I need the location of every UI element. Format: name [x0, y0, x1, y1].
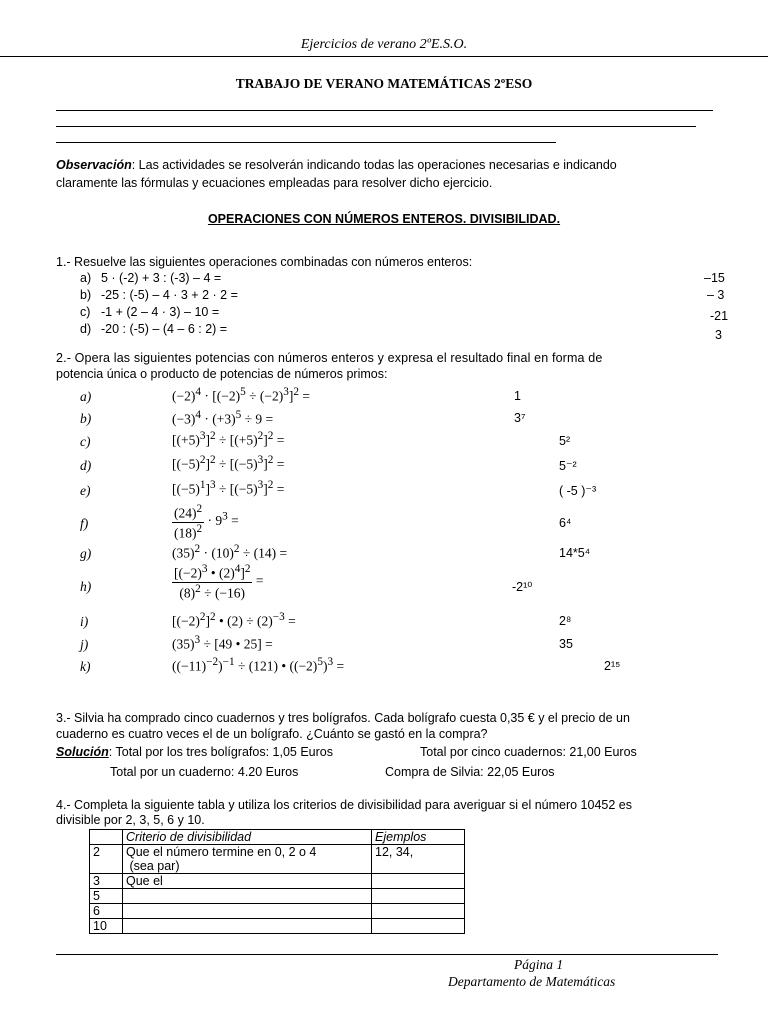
ex1-expr-c: -1 + (2 – 4 · 3) – 10 =	[101, 305, 220, 319]
table-cell-number: 2	[90, 845, 123, 874]
ex2-label-k: k)	[80, 659, 91, 674]
ex2-label-h: h)	[80, 579, 92, 594]
table-cell-examples: 12, 34,	[372, 845, 465, 874]
ex1-answer-d: 3	[715, 328, 722, 342]
footer-rule	[56, 954, 718, 955]
table-cell-criterion[interactable]	[123, 889, 372, 904]
solution-total: Compra de Silvia: 22,05 Euros	[385, 765, 555, 779]
ex2-answer-d: 5⁻²	[559, 459, 577, 473]
section-title: OPERACIONES CON NÚMEROS ENTEROS. DIVISIBILIDAD.	[207, 212, 561, 226]
footer-department: Departamento de Matemáticas	[448, 974, 616, 989]
ex2-label-c: c)	[80, 434, 91, 449]
ex2-label-g: g)	[80, 546, 92, 561]
ex2-answer-i: 2⁸	[559, 614, 572, 628]
solution-label: Solución	[56, 745, 109, 759]
ex1-label-b: b)	[80, 288, 92, 302]
observation-text-1: : Las actividades se resolverán indicando todas las operaciones necesarias e indicando	[131, 158, 617, 172]
ex2-answer-a: 1	[514, 389, 521, 403]
table-cell-number: 5	[90, 889, 123, 904]
blank-line-2	[56, 126, 696, 127]
divisibility-table	[89, 829, 465, 934]
ex4-statement-1: 4.- Completa la siguiente tabla y utiliza los criterios de divisibilidad para averiguar si el número 10452 es	[56, 798, 632, 812]
ex2-expr-g: $(35)^2 \cdot (10)^2 \div (14)$ =	[172, 543, 288, 561]
table-cell-examples[interactable]	[372, 889, 465, 904]
table-cell-criterion[interactable]: Que el	[123, 874, 372, 889]
table-cell-number: 6	[90, 904, 123, 919]
column-header-criterion: Criterio de divisibilidad	[123, 830, 372, 845]
ex2-expr-d: $[(-5)^2]^2 \div [(-5)^3]^2$ =	[172, 454, 285, 472]
ex1-expr-a: 5 · (-2) + 3 : (-3) – 4 =	[101, 271, 222, 285]
blank-line-1	[56, 110, 713, 111]
ex1-answer-c: -21	[710, 309, 729, 323]
ex1-label-a: a)	[80, 271, 92, 285]
table-cell-number: 3	[90, 874, 123, 889]
ex3-statement-2: cuaderno es cuatro veces el de un bolígrafo. ¿Cuánto se gastó en la compra?	[56, 727, 488, 741]
ex2-label-i: i)	[80, 614, 89, 629]
running-header: Ejercicios de verano 2ºE.S.O.	[300, 37, 468, 52]
ex2-answer-e: ( -5 )⁻³	[559, 484, 597, 498]
criterion-line-2: (sea par)	[126, 859, 180, 873]
table-row	[90, 919, 465, 934]
ex2-label-d: d)	[80, 458, 92, 473]
ex1-expr-b: -25 : (-5) – 4 · 3 + 2 · 2 =	[101, 288, 238, 302]
ex1-label-c: c)	[80, 305, 91, 319]
solution-pens: : Total por los tres bolígrafos: 1,05 Euros	[108, 745, 333, 759]
solution-notebooks: Total por cinco cuadernos: 21,00 Euros	[420, 745, 637, 759]
blank-line-3	[56, 142, 556, 143]
table-cell	[90, 830, 123, 845]
ex2-expr-a: $(-2)^4 \cdot [(-2)^5 \div (-2)^3]^2$ =	[172, 386, 310, 404]
ex2-answer-j: 35	[559, 637, 573, 651]
table-cell-examples[interactable]	[372, 904, 465, 919]
ex2-label-e: e)	[80, 483, 91, 498]
ex2-label-b: b)	[80, 411, 92, 426]
ex1-answer-b: – 3	[707, 288, 725, 302]
column-header-examples: Ejemplos	[372, 830, 465, 845]
ex2-statement-2: potencia única o producto de potencias de números primos:	[56, 367, 388, 381]
table-row	[90, 845, 465, 874]
header-rule	[0, 56, 768, 57]
ex1-label-d: d)	[80, 322, 92, 336]
table-row	[90, 904, 465, 919]
observation-text-2: claramente las fórmulas y ecuaciones empleadas para resolver dicho ejercicio.	[56, 176, 493, 190]
footer-page-number: Página 1	[514, 957, 564, 972]
table-cell-criterion[interactable]	[123, 919, 372, 934]
ex2-expr-e: $[(-5)^1]^3 \div [(-5)^3]^2$ =	[172, 479, 285, 497]
ex1-statement: 1.- Resuelve las siguientes operaciones combinadas con números enteros:	[56, 255, 473, 269]
ex2-answer-b: 3⁷	[514, 411, 526, 425]
document-title: TRABAJO DE VERANO MATEMÁTICAS 2ºESO	[235, 76, 533, 91]
criterion-line-1: Que el número termine en 0, 2 o 4	[126, 845, 317, 859]
ex2-expr-b: $(-3)^4 \cdot (+3)^5 \div 9$ =	[172, 409, 274, 427]
table-row	[90, 874, 465, 889]
ex2-expr-h: $\frac{[(-2)^3 • (2)^4]^2}{(8)^2 \div (-16)}$ =	[174, 563, 264, 600]
ex2-expr-j: $(35)^3 \div [49$ • 25] =	[172, 634, 273, 652]
ex2-expr-c: $[(+5)^3]^2 \div [(+5)^2]^2$ =	[172, 430, 285, 448]
ex2-answer-f: 6⁴	[559, 516, 572, 530]
ex2-answer-h: -2¹⁰	[512, 580, 533, 594]
table-cell-criterion	[123, 845, 372, 874]
ex2-label-a: a)	[80, 389, 92, 404]
table-cell-number: 10	[90, 919, 123, 934]
ex2-label-f: f)	[80, 516, 89, 531]
ex2-expr-f: $\frac{(24)^2}{(18)^2}$ · $9^3$ =	[174, 503, 239, 540]
ex2-label-j: j)	[80, 637, 89, 652]
table-cell-examples[interactable]	[372, 919, 465, 934]
ex2-answer-g: 14*5⁴	[559, 546, 591, 560]
ex1-expr-d: -20 : (-5) – (4 – 6 : 2) =	[101, 322, 228, 336]
observation	[56, 158, 617, 172]
table-cell-examples[interactable]	[372, 874, 465, 889]
table-cell-criterion[interactable]	[123, 904, 372, 919]
ex2-expr-k: $((-11)^{-2})^{-1} \div (121)$ • $((-2)^5)^3$ =	[172, 656, 345, 674]
solution-one-notebook: Total por un cuaderno: 4.20 Euros	[110, 765, 299, 779]
ex3-statement-1: 3.- Silvia ha comprado cinco cuadernos y tres bolígrafos. Cada bolígrafo cuesta 0,35 € y el precio de un	[56, 711, 630, 725]
table-header-row	[90, 830, 465, 845]
ex3-solution	[56, 745, 333, 759]
ex2-answer-k: 2¹⁵	[604, 659, 621, 673]
ex4-statement-2: divisible por 2, 3, 5, 6 y 10.	[56, 813, 205, 827]
ex2-expr-i: $[(-2)^2]^2$ • $(2) \div (2)^{-3}$ =	[172, 611, 296, 629]
ex2-statement-1: 2.- Opera las siguientes potencias con números enteros y expresa el resultado final en forma de	[56, 351, 603, 365]
ex1-answer-a: –15	[704, 271, 725, 285]
table-row	[90, 889, 465, 904]
observation-label: Observación	[56, 158, 132, 172]
ex2-answer-c: 5²	[559, 434, 571, 448]
